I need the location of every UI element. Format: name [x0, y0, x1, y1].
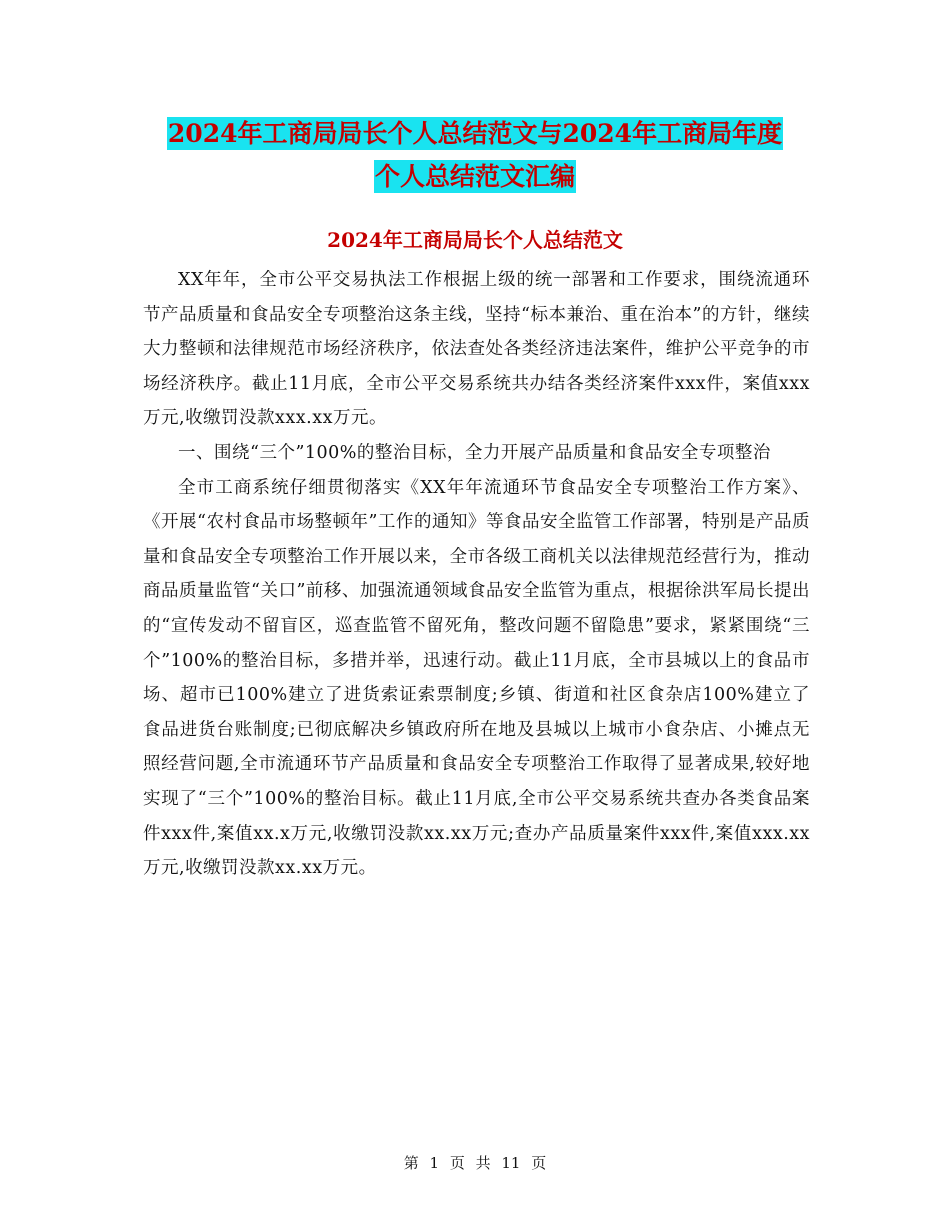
page-footer: 第 1 页 共 11 页	[403, 1154, 547, 1172]
document-title-line-1: 2024年工商局局长个人总结范文与2024年工商局年度	[167, 119, 783, 148]
paragraph-heading-1: 一、围绕“三个”100%的整治目标，全力开展产品质量和食品安全专项整治	[178, 442, 771, 463]
section-title: 2024年工商局局长个人总结范文	[327, 228, 623, 252]
document-body	[143, 263, 810, 886]
document-title-line-2: 个人总结范文汇编	[374, 162, 575, 191]
document-title	[0, 112, 950, 198]
paragraph-intro: XX年年，全市公平交易执法工作根据上级的统一部署和工作要求，围绕流通环节产品质量和食品安全专项整治这条主线，坚持“标本兼治、重在治本”的方针，继续大力整顿和法律规范市场经济秩序，依法查处各类经济违法案件，维护公平竞争的市场经济秩序。截止11月底，全市公平交易系统共办结各类经济案件xxx件，案值xxx万元,收缴罚没款xxx.xx万元。	[143, 270, 810, 429]
paragraph-detail: 全市工商系统仔细贯彻落实《XX年年流通环节食品安全专项整治工作方案》、《开展“农村食品市场整顿年”工作的通知》等食品安全监管工作部署，特别是产品质量和食品安全专项整治工作开展以来，全市各级工商机关以法律规范经营行为，推动商品质量监管“关口”前移、加强流通领域食品安全监管为重点，根据徐洪军局长提出的“宣传发动不留盲区，巡查监管不留死角，整改问题不留隐患”要求，紧紧围绕“三个”100%的整治目标，多措并举，迅速行动。截止11月底，全市县城以上的食品市场、超市已100%建立了进货索证索票制度;乡镇、街道和社区食杂店100%建立了食品进货台账制度;已彻底解决乡镇政府所在地及县城以上城市小食杂店、小摊点无照经营问题,全市流通环节产品质量和食品安全专项整治工作取得了显著成果,较好地实现了“三个”100%的整治目标。截止11月底,全市公平交易系统共查办各类食品案件xxx件,案值xx.x万元,收缴罚没款xx.xx万元;查办产品质量案件xxx件,案值xxx.xx万元,收缴罚没款xx.xx万元。	[143, 477, 810, 879]
